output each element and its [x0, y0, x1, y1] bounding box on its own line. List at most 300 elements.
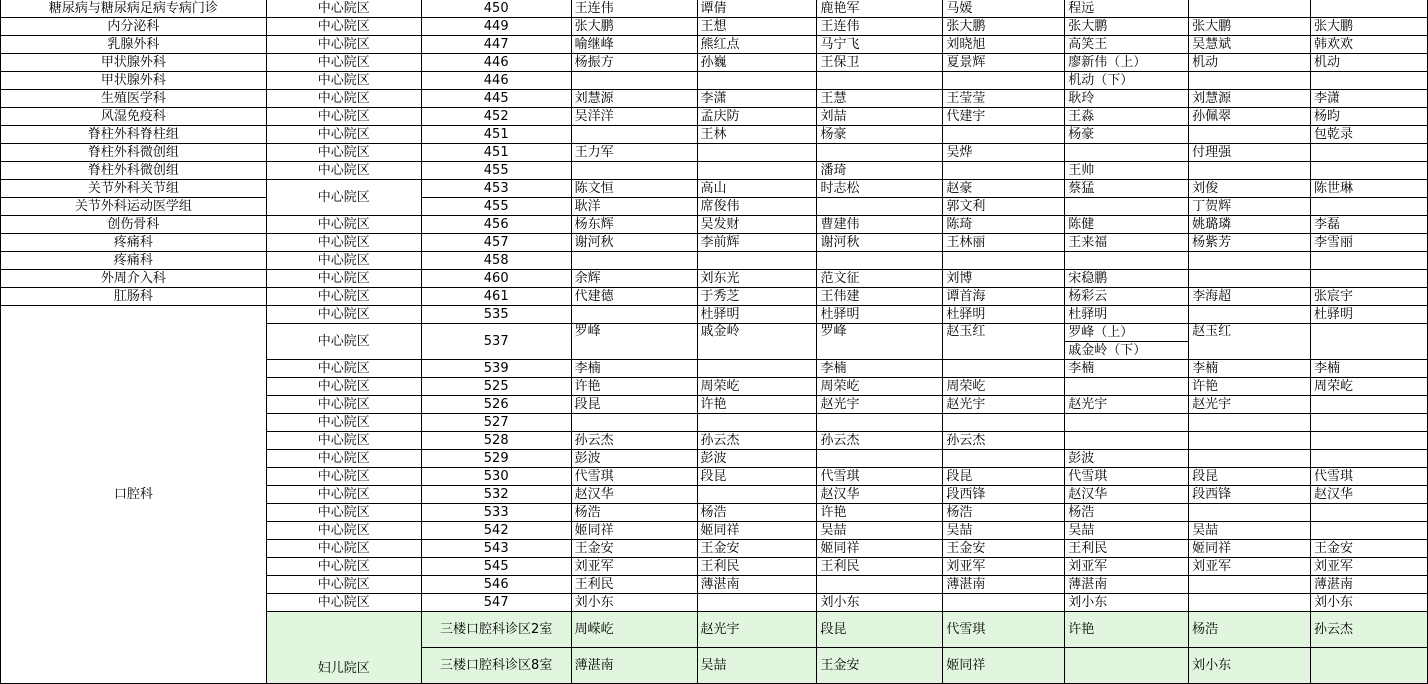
doctor-cell[interactable]: 耿洋 — [571, 198, 697, 216]
department-cell[interactable]: 乳腺外科 — [1, 36, 267, 54]
doctor-cell[interactable]: 孙云杰 — [943, 432, 1065, 450]
doctor-cell[interactable]: 孟庆防 — [697, 108, 817, 126]
doctor-cell[interactable] — [1311, 0, 1428, 18]
doctor-cell[interactable]: 包乾录 — [1311, 126, 1428, 144]
doctor-cell[interactable]: 张宸宇 — [1311, 288, 1428, 306]
doctor-cell[interactable]: 赵豪 — [943, 180, 1065, 198]
room-cell[interactable]: 452 — [421, 108, 571, 126]
doctor-cell[interactable]: 段昆 — [943, 468, 1065, 486]
doctor-cell[interactable]: 吴喆 — [1189, 522, 1311, 540]
doctor-cell[interactable]: 吴喆 — [1065, 522, 1189, 540]
campus-cell[interactable]: 中心院区 — [266, 162, 421, 180]
doctor-cell[interactable]: 王利民 — [1065, 540, 1189, 558]
doctor-cell[interactable] — [1311, 270, 1428, 288]
campus-cell[interactable]: 中心院区 — [266, 414, 421, 432]
doctor-cell[interactable] — [1189, 414, 1311, 432]
doctor-cell[interactable]: 吴喆 — [697, 648, 817, 684]
doctor-cell[interactable]: 代建德 — [571, 288, 697, 306]
doctor-cell[interactable]: 薄湛南 — [571, 648, 697, 684]
doctor-cell[interactable]: 刘亚军 — [1311, 558, 1428, 576]
department-cell-dental[interactable]: 口腔科 — [1, 306, 267, 684]
doctor-cell[interactable]: 机动 — [1189, 54, 1311, 72]
campus-cell[interactable]: 中心院区 — [266, 126, 421, 144]
doctor-cell[interactable]: 李前辉 — [697, 234, 817, 252]
campus-cell[interactable]: 中心院区 — [266, 540, 421, 558]
room-cell[interactable]: 525 — [421, 378, 571, 396]
department-cell[interactable]: 疼痛科 — [1, 234, 267, 252]
doctor-cell[interactable] — [1065, 198, 1189, 216]
doctor-cell[interactable]: 赵玉红 — [1189, 324, 1311, 360]
doctor-cell[interactable]: 段昆 — [817, 612, 943, 648]
campus-cell[interactable]: 中心院区 — [266, 234, 421, 252]
doctor-cell[interactable]: 高山 — [697, 180, 817, 198]
doctor-cell[interactable]: 余辉 — [571, 270, 697, 288]
doctor-cell[interactable]: 廖新伟（上） — [1065, 54, 1189, 72]
doctor-cell[interactable]: 李雪丽 — [1311, 234, 1428, 252]
department-cell[interactable]: 生殖医学科 — [1, 90, 267, 108]
doctor-cell[interactable]: 孙云杰 — [571, 432, 697, 450]
doctor-cell[interactable]: 陈健 — [1065, 216, 1189, 234]
doctor-cell[interactable]: 丁贺辉 — [1189, 198, 1311, 216]
doctor-cell[interactable]: 代雪琪 — [1311, 468, 1428, 486]
doctor-cell[interactable]: 刘晓旭 — [943, 36, 1065, 54]
doctor-cell[interactable] — [1189, 576, 1311, 594]
doctor-cell[interactable] — [1189, 252, 1311, 270]
doctor-cell[interactable] — [943, 450, 1065, 468]
doctor-cell[interactable]: 王莹莹 — [943, 90, 1065, 108]
department-cell[interactable]: 脊柱外科微创组 — [1, 144, 267, 162]
room-cell[interactable]: 三楼口腔科诊区8室 — [421, 648, 571, 684]
doctor-cell[interactable]: 姬同祥 — [817, 540, 943, 558]
doctor-cell[interactable] — [817, 450, 943, 468]
campus-cell[interactable]: 中心院区 — [266, 576, 421, 594]
doctor-cell[interactable]: 张大鹏 — [571, 18, 697, 36]
campus-cell[interactable]: 中心院区 — [266, 216, 421, 234]
doctor-cell[interactable]: 刘小东 — [1311, 594, 1428, 612]
doctor-cell[interactable] — [697, 360, 817, 378]
doctor-cell[interactable]: 张大鹏 — [1311, 18, 1428, 36]
doctor-cell[interactable]: 吴喆 — [817, 522, 943, 540]
department-cell[interactable]: 风湿免疫科 — [1, 108, 267, 126]
doctor-cell[interactable]: 赵玉红 — [943, 324, 1065, 360]
doctor-cell[interactable]: 王淼 — [1065, 108, 1189, 126]
doctor-cell[interactable]: 薄湛南 — [943, 576, 1065, 594]
doctor-cell[interactable]: 吴洋洋 — [571, 108, 697, 126]
doctor-cell[interactable]: 刘东光 — [697, 270, 817, 288]
campus-cell[interactable]: 中心院区 — [266, 594, 421, 612]
doctor-cell[interactable] — [571, 162, 697, 180]
room-cell[interactable]: 543 — [421, 540, 571, 558]
room-cell[interactable]: 533 — [421, 504, 571, 522]
doctor-cell[interactable]: 代雪琪 — [817, 468, 943, 486]
room-cell[interactable]: 451 — [421, 144, 571, 162]
doctor-cell[interactable]: 王力军 — [571, 144, 697, 162]
department-cell[interactable]: 关节外科关节组 — [1, 180, 267, 198]
doctor-cell[interactable] — [1311, 72, 1428, 90]
doctor-cell[interactable]: 刘亚军 — [1065, 558, 1189, 576]
doctor-cell[interactable]: 周荣屹 — [817, 378, 943, 396]
doctor-cell[interactable]: 赵汉华 — [1311, 486, 1428, 504]
doctor-cell[interactable] — [943, 72, 1065, 90]
doctor-cell[interactable]: 王利民 — [817, 558, 943, 576]
doctor-cell[interactable]: 马宁飞 — [817, 36, 943, 54]
doctor-cell[interactable]: 刘喆 — [817, 108, 943, 126]
doctor-cell[interactable]: 王连伟 — [817, 18, 943, 36]
doctor-cell[interactable] — [1065, 648, 1189, 684]
doctor-cell[interactable] — [1311, 324, 1428, 360]
room-cell[interactable]: 535 — [421, 306, 571, 324]
doctor-cell[interactable]: 熊红点 — [697, 36, 817, 54]
doctor-cell[interactable]: 宋稳鹏 — [1065, 270, 1189, 288]
doctor-cell[interactable] — [697, 252, 817, 270]
doctor-cell[interactable]: 周荣屹 — [943, 378, 1065, 396]
doctor-cell[interactable]: 刘博 — [943, 270, 1065, 288]
doctor-cell[interactable]: 曹建伟 — [817, 216, 943, 234]
doctor-cell[interactable]: 刘亚军 — [1189, 558, 1311, 576]
doctor-cell[interactable]: 赵光宇 — [697, 612, 817, 648]
campus-cell[interactable]: 中心院区 — [266, 54, 421, 72]
doctor-cell[interactable]: 姚璐璘 — [1189, 216, 1311, 234]
doctor-cell[interactable]: 程远 — [1065, 0, 1189, 18]
doctor-cell[interactable]: 于秀芝 — [697, 288, 817, 306]
doctor-cell[interactable] — [1065, 432, 1189, 450]
doctor-cell[interactable] — [697, 594, 817, 612]
doctor-cell[interactable]: 杜驿明 — [943, 306, 1065, 324]
department-cell[interactable]: 甲状腺外科 — [1, 54, 267, 72]
room-cell[interactable]: 546 — [421, 576, 571, 594]
doctor-cell[interactable] — [697, 72, 817, 90]
doctor-cell[interactable]: 戚金岭 — [697, 324, 817, 360]
doctor-cell[interactable]: 赵光宇 — [817, 396, 943, 414]
doctor-cell[interactable] — [1189, 504, 1311, 522]
doctor-cell[interactable] — [1311, 504, 1428, 522]
doctor-cell[interactable]: 代建宇 — [943, 108, 1065, 126]
doctor-cell[interactable] — [1065, 252, 1189, 270]
doctor-cell[interactable]: 王林 — [697, 126, 817, 144]
campus-cell[interactable]: 中心院区 — [266, 558, 421, 576]
doctor-cell[interactable]: 刘小东 — [1189, 648, 1311, 684]
campus-cell[interactable]: 中心院区 — [266, 270, 421, 288]
doctor-cell[interactable]: 杨浩 — [943, 504, 1065, 522]
campus-cell[interactable]: 中心院区 — [266, 378, 421, 396]
doctor-cell[interactable]: 李潇 — [697, 90, 817, 108]
doctor-cell[interactable] — [1311, 450, 1428, 468]
doctor-cell[interactable]: 李楠 — [1311, 360, 1428, 378]
doctor-cell[interactable] — [817, 576, 943, 594]
doctor-cell[interactable]: 段西锋 — [1189, 486, 1311, 504]
doctor-cell[interactable] — [571, 72, 697, 90]
doctor-cell[interactable]: 刘亚军 — [943, 558, 1065, 576]
campus-cell[interactable]: 中心院区 — [266, 432, 421, 450]
doctor-cell[interactable]: 王连伟 — [571, 0, 697, 18]
doctor-cell[interactable]: 杨豪 — [817, 126, 943, 144]
doctor-cell[interactable] — [1311, 144, 1428, 162]
doctor-cell[interactable]: 耿玲 — [1065, 90, 1189, 108]
doctor-cell[interactable] — [1065, 378, 1189, 396]
doctor-cell[interactable]: 机动 — [1311, 54, 1428, 72]
doctor-cell[interactable] — [1189, 432, 1311, 450]
doctor-cell[interactable] — [571, 306, 697, 324]
doctor-cell[interactable]: 孙巍 — [697, 54, 817, 72]
doctor-cell[interactable] — [571, 252, 697, 270]
doctor-cell[interactable]: 高笑王 — [1065, 36, 1189, 54]
doctor-cell[interactable]: 杨紫芳 — [1189, 234, 1311, 252]
doctor-cell[interactable]: 时志松 — [817, 180, 943, 198]
doctor-cell[interactable]: 罗峰 — [817, 324, 943, 360]
doctor-cell[interactable]: 王金安 — [1311, 540, 1428, 558]
doctor-cell[interactable]: 赵汉华 — [571, 486, 697, 504]
doctor-cell[interactable]: 赵汉华 — [1065, 486, 1189, 504]
campus-cell[interactable]: 中心院区 — [266, 306, 421, 324]
doctor-cell[interactable]: 杨浩 — [1065, 504, 1189, 522]
doctor-cell[interactable]: 机动（下） — [1065, 72, 1189, 90]
campus-cell[interactable]: 中心院区 — [266, 450, 421, 468]
doctor-cell[interactable]: 李楠 — [571, 360, 697, 378]
doctor-cell[interactable]: 杜驿明 — [1311, 306, 1428, 324]
doctor-cell[interactable] — [1311, 648, 1428, 684]
doctor-cell[interactable]: 段西锋 — [943, 486, 1065, 504]
doctor-cell[interactable]: 彭波 — [571, 450, 697, 468]
doctor-cell[interactable]: 杜驿明 — [817, 306, 943, 324]
doctor-cell[interactable]: 孙云杰 — [1311, 612, 1428, 648]
campus-cell[interactable]: 中心院区 — [266, 18, 421, 36]
doctor-cell[interactable]: 张大鹏 — [1065, 18, 1189, 36]
doctor-cell[interactable]: 谢河秋 — [817, 234, 943, 252]
doctor-cell[interactable]: 潘琦 — [817, 162, 943, 180]
room-cell[interactable]: 三楼口腔科诊区2室 — [421, 612, 571, 648]
doctor-cell[interactable] — [1189, 0, 1311, 18]
doctor-cell[interactable]: 谭首海 — [943, 288, 1065, 306]
doctor-cell[interactable]: 姬同祥 — [943, 648, 1065, 684]
doctor-cell[interactable]: 刘慧源 — [571, 90, 697, 108]
doctor-cell[interactable]: 段昆 — [571, 396, 697, 414]
doctor-cell[interactable]: 张大鹏 — [943, 18, 1065, 36]
room-cell[interactable]: 547 — [421, 594, 571, 612]
campus-cell[interactable]: 中心院区 — [266, 324, 421, 360]
doctor-cell[interactable]: 杨彩云 — [1065, 288, 1189, 306]
room-cell[interactable]: 545 — [421, 558, 571, 576]
room-cell[interactable]: 445 — [421, 90, 571, 108]
doctor-cell[interactable] — [1311, 432, 1428, 450]
doctor-cell[interactable]: 郭文利 — [943, 198, 1065, 216]
doctor-cell[interactable]: 李楠 — [817, 360, 943, 378]
doctor-cell[interactable]: 姬同祥 — [697, 522, 817, 540]
doctor-cell[interactable]: 薄湛南 — [1065, 576, 1189, 594]
doctor-cell[interactable]: 刘亚军 — [571, 558, 697, 576]
campus-cell[interactable]: 中心院区 — [266, 108, 421, 126]
doctor-cell[interactable]: 谭倩 — [697, 0, 817, 18]
doctor-cell[interactable] — [571, 126, 697, 144]
room-cell[interactable]: 450 — [421, 0, 571, 18]
doctor-cell[interactable]: 刘小东 — [817, 594, 943, 612]
room-cell[interactable]: 449 — [421, 18, 571, 36]
doctor-cell[interactable]: 李楠 — [1189, 360, 1311, 378]
campus-cell-maternal[interactable]: 妇儿院区 — [266, 612, 421, 684]
doctor-cell[interactable]: 范文征 — [817, 270, 943, 288]
doctor-cell[interactable]: 周嵘屹 — [571, 612, 697, 648]
room-cell[interactable]: 446 — [421, 54, 571, 72]
doctor-cell[interactable] — [1189, 270, 1311, 288]
department-cell[interactable]: 肛肠科 — [1, 288, 267, 306]
room-cell[interactable]: 455 — [421, 162, 571, 180]
doctor-cell[interactable]: 王金安 — [571, 540, 697, 558]
department-cell[interactable]: 糖尿病与糖尿病足病专病门诊 — [1, 0, 267, 18]
doctor-cell[interactable]: 杨昀 — [1311, 108, 1428, 126]
doctor-cell[interactable] — [697, 486, 817, 504]
department-cell[interactable]: 脊柱外科微创组 — [1, 162, 267, 180]
doctor-cell[interactable] — [1189, 72, 1311, 90]
doctor-cell[interactable]: 王慧 — [817, 90, 943, 108]
doctor-cell[interactable]: 杨浩 — [1189, 612, 1311, 648]
doctor-cell[interactable] — [1065, 144, 1189, 162]
doctor-cell[interactable] — [943, 594, 1065, 612]
department-cell[interactable]: 关节外科运动医学组 — [1, 198, 267, 216]
doctor-cell[interactable]: 杨豪 — [1065, 126, 1189, 144]
campus-cell[interactable]: 中心院区 — [266, 72, 421, 90]
doctor-cell[interactable]: 罗峰 — [571, 324, 697, 360]
doctor-cell[interactable] — [943, 252, 1065, 270]
doctor-cell[interactable]: 马媛 — [943, 0, 1065, 18]
room-cell[interactable]: 527 — [421, 414, 571, 432]
doctor-cell[interactable]: 孙佩翠 — [1189, 108, 1311, 126]
doctor-cell[interactable]: 杨浩 — [697, 504, 817, 522]
department-cell[interactable]: 内分泌科 — [1, 18, 267, 36]
doctor-cell[interactable]: 吴喆 — [943, 522, 1065, 540]
campus-cell[interactable]: 中心院区 — [266, 396, 421, 414]
doctor-cell[interactable] — [943, 162, 1065, 180]
doctor-cell[interactable] — [697, 144, 817, 162]
doctor-cell[interactable]: 代雪琪 — [1065, 468, 1189, 486]
doctor-cell[interactable] — [943, 126, 1065, 144]
doctor-cell[interactable] — [817, 144, 943, 162]
doctor-cell[interactable]: 王想 — [697, 18, 817, 36]
doctor-cell[interactable] — [817, 414, 943, 432]
doctor-cell[interactable]: 席俊伟 — [697, 198, 817, 216]
room-cell[interactable]: 529 — [421, 450, 571, 468]
room-cell[interactable]: 530 — [421, 468, 571, 486]
doctor-cell[interactable] — [1189, 450, 1311, 468]
room-cell[interactable]: 458 — [421, 252, 571, 270]
doctor-cell[interactable] — [1189, 162, 1311, 180]
room-cell[interactable]: 447 — [421, 36, 571, 54]
doctor-cell[interactable]: 王伟建 — [817, 288, 943, 306]
department-cell[interactable]: 疼痛科 — [1, 252, 267, 270]
campus-cell[interactable]: 中心院区 — [266, 504, 421, 522]
doctor-cell[interactable] — [1311, 522, 1428, 540]
doctor-cell[interactable]: 孙云杰 — [817, 432, 943, 450]
room-cell[interactable]: 539 — [421, 360, 571, 378]
doctor-cell[interactable]: 王金安 — [697, 540, 817, 558]
doctor-cell[interactable]: 杜驿明 — [1065, 306, 1189, 324]
doctor-cell[interactable] — [943, 360, 1065, 378]
doctor-cell[interactable]: 姬同祥 — [1189, 540, 1311, 558]
doctor-cell[interactable]: 刘慧源 — [1189, 90, 1311, 108]
department-cell[interactable]: 创伤骨科 — [1, 216, 267, 234]
campus-cell[interactable]: 中心院区 — [266, 252, 421, 270]
doctor-cell[interactable]: 段昆 — [697, 468, 817, 486]
doctor-cell[interactable]: 李楠 — [1065, 360, 1189, 378]
doctor-cell[interactable] — [1065, 414, 1189, 432]
doctor-cell[interactable]: 吴烨 — [943, 144, 1065, 162]
doctor-cell[interactable] — [697, 414, 817, 432]
room-cell[interactable]: 542 — [421, 522, 571, 540]
room-cell[interactable]: 451 — [421, 126, 571, 144]
doctor-cell[interactable]: 罗峰（上） — [1065, 324, 1189, 342]
room-cell[interactable]: 528 — [421, 432, 571, 450]
doctor-cell[interactable]: 刘小东 — [571, 594, 697, 612]
doctor-cell[interactable]: 李潇 — [1311, 90, 1428, 108]
doctor-cell[interactable]: 李海超 — [1189, 288, 1311, 306]
doctor-cell[interactable]: 王利民 — [571, 576, 697, 594]
doctor-cell[interactable] — [943, 414, 1065, 432]
doctor-cell[interactable]: 王林丽 — [943, 234, 1065, 252]
doctor-cell[interactable]: 代雪琪 — [571, 468, 697, 486]
department-cell[interactable]: 脊柱外科脊柱组 — [1, 126, 267, 144]
doctor-cell[interactable]: 吴发财 — [697, 216, 817, 234]
campus-cell[interactable]: 中心院区 — [266, 36, 421, 54]
doctor-cell[interactable]: 李磊 — [1311, 216, 1428, 234]
campus-cell[interactable]: 中心院区 — [266, 0, 421, 18]
campus-cell[interactable]: 中心院区 — [266, 90, 421, 108]
doctor-cell[interactable]: 杜驿明 — [697, 306, 817, 324]
doctor-cell[interactable]: 姬同祥 — [571, 522, 697, 540]
department-cell[interactable]: 甲状腺外科 — [1, 72, 267, 90]
doctor-cell[interactable]: 薄湛南 — [1311, 576, 1428, 594]
doctor-cell[interactable]: 赵光宇 — [1189, 396, 1311, 414]
doctor-cell[interactable]: 付理强 — [1189, 144, 1311, 162]
doctor-cell[interactable]: 喻继峰 — [571, 36, 697, 54]
room-cell[interactable]: 460 — [421, 270, 571, 288]
doctor-cell[interactable] — [1189, 126, 1311, 144]
doctor-cell[interactable]: 杨东辉 — [571, 216, 697, 234]
doctor-cell[interactable]: 鹿艳军 — [817, 0, 943, 18]
campus-cell[interactable]: 中心院区 — [266, 360, 421, 378]
doctor-cell[interactable]: 王来福 — [1065, 234, 1189, 252]
doctor-cell[interactable]: 许艳 — [817, 504, 943, 522]
doctor-cell[interactable]: 彭波 — [1065, 450, 1189, 468]
campus-cell[interactable]: 中心院区 — [266, 486, 421, 504]
doctor-cell[interactable]: 陈文恒 — [571, 180, 697, 198]
doctor-cell[interactable] — [1311, 198, 1428, 216]
doctor-cell[interactable]: 王保卫 — [817, 54, 943, 72]
doctor-cell[interactable]: 许艳 — [571, 378, 697, 396]
doctor-cell[interactable]: 杨浩 — [571, 504, 697, 522]
room-cell[interactable]: 461 — [421, 288, 571, 306]
doctor-cell[interactable]: 赵光宇 — [1065, 396, 1189, 414]
room-cell[interactable]: 453 — [421, 180, 571, 198]
doctor-cell[interactable]: 王金安 — [943, 540, 1065, 558]
doctor-cell[interactable] — [1311, 252, 1428, 270]
room-cell[interactable]: 537 — [421, 324, 571, 360]
doctor-cell[interactable] — [817, 252, 943, 270]
doctor-cell[interactable]: 代雪琪 — [943, 612, 1065, 648]
doctor-cell[interactable]: 王利民 — [697, 558, 817, 576]
doctor-cell[interactable]: 许艳 — [1065, 612, 1189, 648]
room-cell[interactable]: 457 — [421, 234, 571, 252]
doctor-cell[interactable]: 段昆 — [1189, 468, 1311, 486]
campus-cell[interactable]: 中心院区 — [266, 144, 421, 162]
room-cell[interactable]: 446 — [421, 72, 571, 90]
campus-cell[interactable]: 中心院区 — [266, 180, 421, 216]
doctor-cell[interactable]: 赵光宇 — [943, 396, 1065, 414]
room-cell[interactable]: 456 — [421, 216, 571, 234]
campus-cell[interactable]: 中心院区 — [266, 288, 421, 306]
doctor-cell[interactable]: 陈世琳 — [1311, 180, 1428, 198]
doctor-cell[interactable]: 王帅 — [1065, 162, 1189, 180]
doctor-cell[interactable]: 刘俊 — [1189, 180, 1311, 198]
doctor-cell[interactable]: 周荣屹 — [1311, 378, 1428, 396]
doctor-cell[interactable]: 韩欢欢 — [1311, 36, 1428, 54]
